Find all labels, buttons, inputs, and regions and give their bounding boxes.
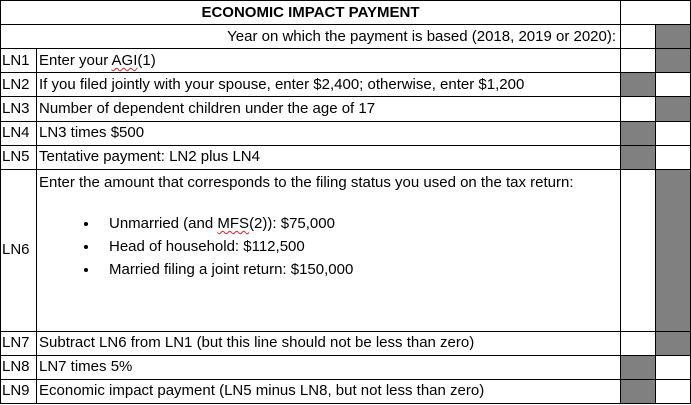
filing-status-list <box>39 212 618 281</box>
bullet-mfs-term: MFS <box>217 214 250 232</box>
ln2-value-cell[interactable] <box>656 73 691 97</box>
list-item: • Head of household: $112,500 <box>99 235 618 258</box>
ln8-value-cell[interactable] <box>656 355 691 379</box>
ln2-shaded-cell[interactable] <box>621 73 656 97</box>
bullet-unmarried-pre: Unmarried (and <box>109 214 218 232</box>
line-number-ln8[interactable]: LN8 <box>1 355 37 379</box>
ln9-shaded-cell[interactable] <box>621 379 656 403</box>
bullet-unmarried-post: (2)): $75,000 <box>249 214 335 232</box>
ln1-agi-term: AGI <box>111 51 138 69</box>
ln1-text-post: (1) <box>137 51 156 69</box>
line-number-ln3[interactable]: LN3 <box>1 97 37 121</box>
ln5-value-cell[interactable] <box>656 145 691 169</box>
year-shaded-cell[interactable] <box>656 25 691 49</box>
line-number-ln7[interactable]: LN7 <box>1 331 37 355</box>
ln1-value-cell[interactable] <box>621 49 656 73</box>
line-desc-ln9[interactable]: Economic impact payment (LN5 minus LN8, but not less than zero) <box>37 379 621 403</box>
line-desc-ln2[interactable]: If you filed jointly with your spouse, enter $2,400; otherwise, enter $1,200 <box>37 73 621 97</box>
ln6-value-cell[interactable] <box>621 169 656 331</box>
line-number-ln9[interactable]: LN9 <box>1 379 37 403</box>
ln4-value-cell[interactable] <box>656 121 691 145</box>
worksheet-title[interactable]: ECONOMIC IMPACT PAYMENT <box>1 1 621 25</box>
line-desc-ln3[interactable]: Number of dependent children under the age of 17 <box>37 97 621 121</box>
title-blank-cell[interactable] <box>621 1 691 25</box>
ln5-shaded-cell[interactable] <box>621 145 656 169</box>
ln7-shaded-cell[interactable] <box>656 331 691 355</box>
list-item <box>99 212 618 235</box>
ln3-shaded-cell[interactable] <box>656 97 691 121</box>
ln3-value-cell[interactable] <box>621 97 656 121</box>
year-input-cell[interactable] <box>621 25 656 49</box>
line-number-ln6[interactable]: LN6 <box>1 169 37 331</box>
ln1-text-pre: Enter your <box>39 51 112 69</box>
ln6-intro-text: Enter the amount that corresponds to the filing status you used on the tax return: <box>39 173 574 191</box>
line-desc-ln8[interactable]: LN7 times 5% <box>37 355 621 379</box>
ln8-shaded-cell[interactable] <box>621 355 656 379</box>
line-number-ln1[interactable]: LN1 <box>1 49 37 73</box>
ln4-shaded-cell[interactable] <box>621 121 656 145</box>
year-prompt[interactable]: Year on which the payment is based (2018, 2019 or 2020): <box>1 25 621 49</box>
line-desc-ln7[interactable]: Subtract LN6 from LN1 (but this line should not be less than zero) <box>37 331 621 355</box>
line-desc-ln4[interactable]: LN3 times $500 <box>37 121 621 145</box>
ln9-value-cell[interactable] <box>656 379 691 403</box>
line-number-ln5[interactable]: LN5 <box>1 145 37 169</box>
line-number-ln4[interactable]: LN4 <box>1 121 37 145</box>
ln7-value-cell[interactable] <box>621 331 656 355</box>
ln6-shaded-cell[interactable] <box>656 169 691 331</box>
line-number-ln2[interactable]: LN2 <box>1 73 37 97</box>
line-desc-ln1[interactable] <box>37 49 621 73</box>
line-desc-ln5[interactable]: Tentative payment: LN2 plus LN4 <box>37 145 621 169</box>
list-item: • Married filing a joint return: $150,000 <box>99 258 618 281</box>
ln1-shaded-cell[interactable] <box>656 49 691 73</box>
line-desc-ln6[interactable] <box>37 169 621 331</box>
